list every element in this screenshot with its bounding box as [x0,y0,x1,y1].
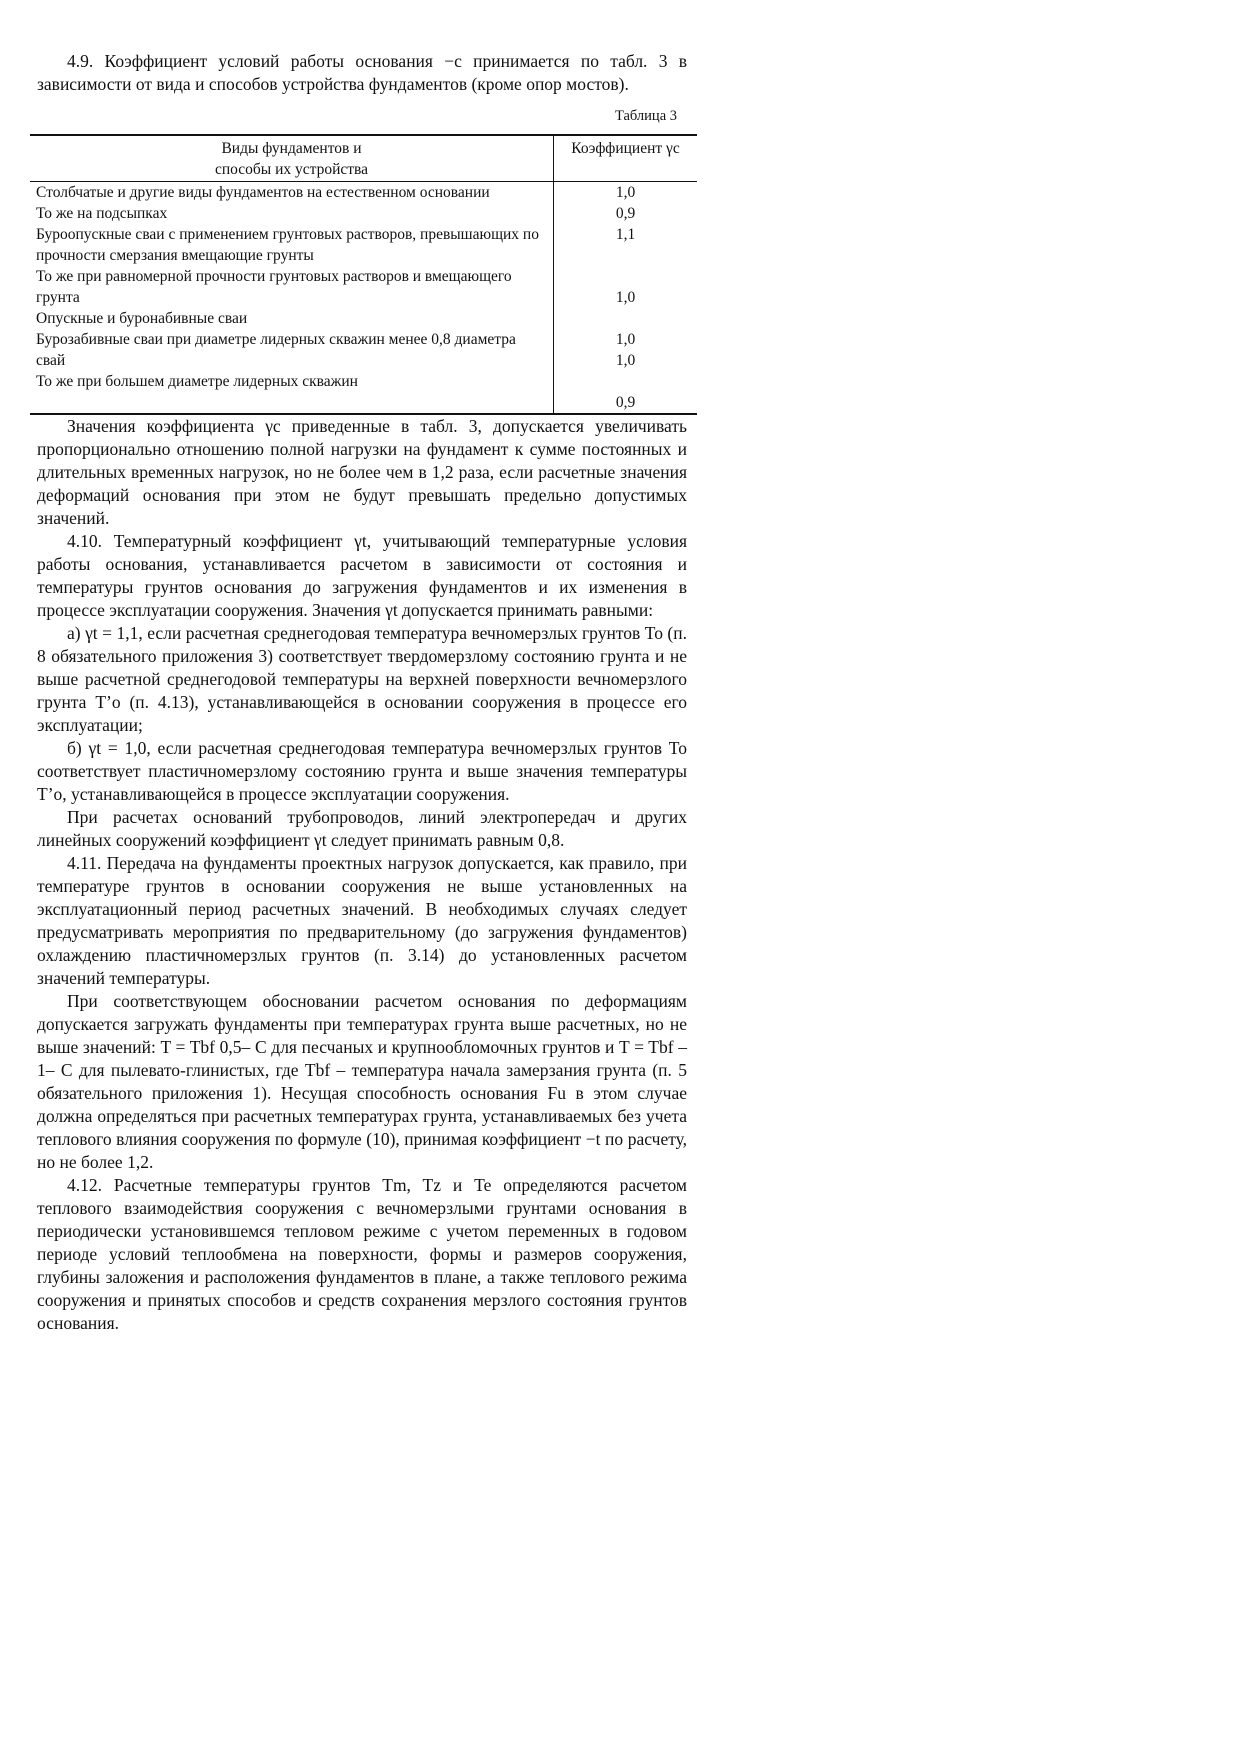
row-text: То же на подсыпках [36,205,168,222]
row-text: Бурозабивные сваи при диаметре лидерных скважин менее 0,8 диаметра свай [36,331,516,369]
paragraph-4-10: 4.10. Температурный коэффициент γt, учитывающий температурные условия работы основания, устанавливается расчетом в зависимости от состояния и температуры грунтов основания до загружения фундаментов и их изменения в процессе эксплуатации сооружения. Значения γt допускается принимать равными: [37,531,687,620]
paragraph-4-12: 4.12. Расчетные температуры грунтов Tm, Tz и Te определяются расчетом теплового взаимодействия сооружения с вечномерзлыми грунтами основания в периодически установившемся тепловом режиме с учетом переменных в годовом периоде условий теплообмена на поверхности, формы и размеров сооружения, глубины заложения и расположения фундаментов в плане, а также теплового режима сооружения и принятых способов и средств сохранения мерзлого состояния грунтов основания. [37,1175,687,1333]
header-line-1: Виды фундаментов и [221,140,362,157]
table-caption: Таблица 3 [614,108,677,124]
row-value: 1,0 [554,266,698,308]
table-row [30,371,697,414]
row-value: 0,9 [554,371,698,414]
paragraph-4-9: 4.9. Коэффициент условий работы основания −c принимается по табл. 3 в зависимости от вида и способов устройства фундаментов (кроме опор мостов). [37,51,687,94]
row-value [554,308,698,329]
table-row [30,203,697,224]
paragraph-linear-structures: При расчетах оснований трубопроводов, линий электропередач и других линейных сооружений коэффициент γt следует принимать равным 0,8. [37,807,687,850]
table-3 [30,134,697,415]
row-value: 0,9 [554,203,698,224]
header-line-2: способы их устройства [214,161,369,178]
paragraph-gamma-c: Значения коэффициента γc приведенные в табл. 3, допускается увеличивать пропорционально отношению полной нагрузки на фундамент к сумме постоянных и длительных временных нагрузок, но не более чем в 1,2 раза, если расчетные значения деформаций основания при этом не будут превышать предельно допустимых значений. [37,416,687,528]
row-text: Опускные и буронабивные сваи [36,310,248,327]
row-text: Буроопускные сваи с применением грунтовых растворов, превышающих по прочности смерзания вмещающие грунты [36,226,539,264]
paragraph-4-10-b: б) γt = 1,0, если расчетная среднегодовая температура вечномерзлых грунтов To соответствует пластичномерзлому состоянию грунта и выше значения температуры T’o, устанавливающейся в процессе эксплуатации сооружения. [37,738,687,804]
paragraph-deformation: При соответствующем обосновании расчетом основания по деформациям допускается загружать фундаменты при температурах грунта выше расчетных, но не выше значений: T = Tbf 0,5– С для песчаных и крупнообломочных грунтов и T = Tbf – 1– С для пылевато-глинистых, где Tbf – температура начала замерзания грунта (п. 5 обязательного приложения 1). Несущая способность основания Fu в этом случае должна определяться при расчетных температурах грунта, устанавливаемых без учета теплового влияния сооружения по формуле (10), принимая коэффициент −t по расчету, но не более 1,2. [37,991,687,1172]
table-header-row [30,135,697,182]
document-page [37,50,687,1335]
table-row [30,182,697,204]
paragraph-4-10-a: а) γt = 1,1, если расчетная среднегодовая температура вечномерзлых грунтов To (п. 8 обязательного приложения 3) соответствует твердомерзлому состоянию грунта и не выше расчетной среднегодовой температуры на верхней поверхности вечномерзлого грунта T’o (п. 4.13), устанавливающейся в основании сооружения в процессе его эксплуатации; [37,623,687,735]
row-value: 1,1 [554,224,698,266]
paragraph-4-11: 4.11. Передача на фундаменты проектных нагрузок допускается, как правило, при температуре грунтов в основании сооружения не выше установленных на эксплуатационный период расчетных значений. В необходимых случаях следует предусматривать мероприятия по предварительному (до загружения фундаментов) охлаждению пластичномерзлых грунтов (п. 3.14) до установленных расчетом значений температуры. [37,853,687,988]
row-text: То же при большем диаметре лидерных скважин [30,371,554,414]
table-row [30,329,697,371]
table-row [30,308,697,329]
header-coefficient: Коэффициент γc [554,135,698,182]
row-text: Столбчатые и другие виды фундаментов на естественном основании [36,184,490,201]
row-value: 1,0 [554,182,698,204]
row-value: 1,0 1,0 [554,329,698,371]
row-text: То же при равномерной прочности грунтовых растворов и вмещающего грунта [36,268,512,306]
header-foundation-types [30,135,554,182]
table-row [30,224,697,266]
table-row [30,266,697,308]
